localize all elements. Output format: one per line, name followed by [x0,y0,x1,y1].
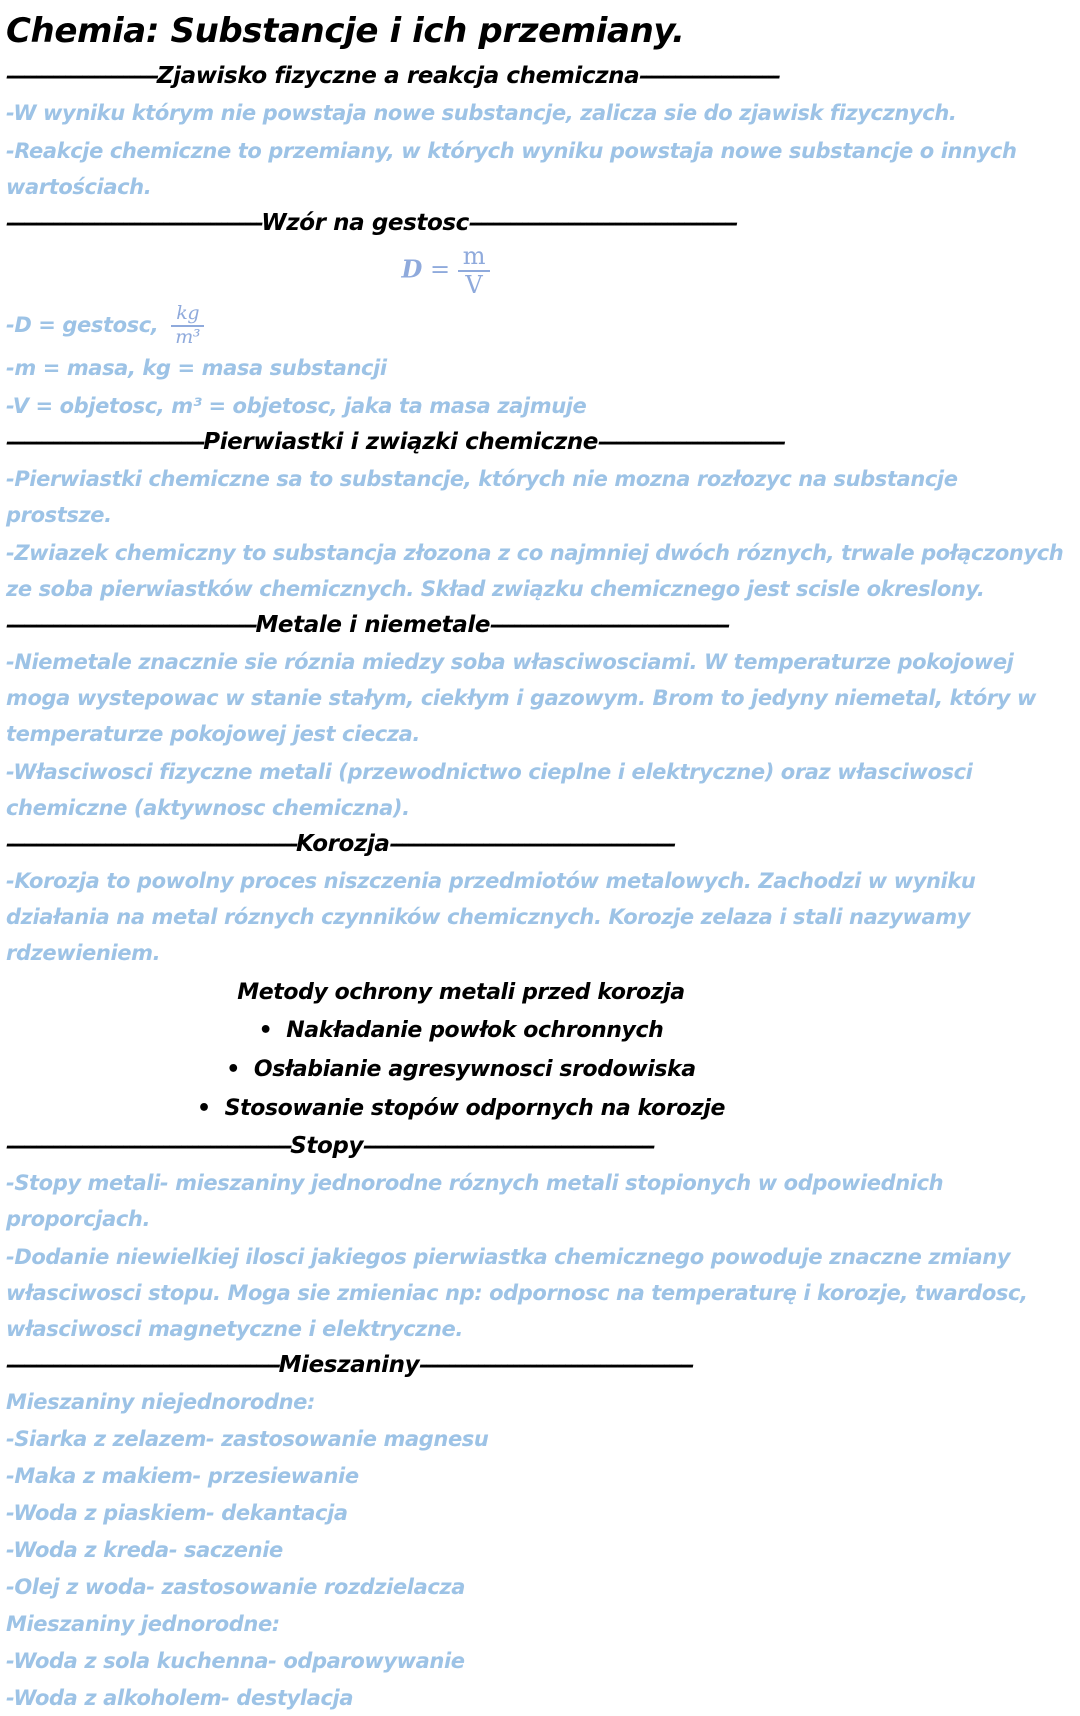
mixture-line: Mieszaniny niejednorodne: [6,1390,315,1415]
mixture-line: -Siarka z zelazem- zastosowanie magnesu [6,1427,489,1452]
heading-dashes-right: -------------------------------- [598,430,784,455]
section-heading-pierwiastki [6,426,1066,459]
document-title: Chemia: Substancje i ich przemiany. [6,11,685,51]
bullet-icon: • [258,1018,273,1044]
heading-label: Stopy [290,1133,364,1160]
list-item [6,1089,916,1128]
paragraph: -Dodanie niewielkiej ilosci jakiegos pierwiastka chemicznego powoduje znaczne zmiany własciwosci stopu. Moga sie zmieniac np: odpornosc na temperaturę i korozje, twardosc, własciwosci magnetyczne i elektryczne. [6,1245,1028,1342]
heading-dashes-left: ----------------------------------------------- [6,1353,279,1378]
paragraph: -V = objetosc, m³ = objetosc, jaka ta masa zajmuje [6,394,587,419]
heading-dashes-right: ----------------------------------------------- [419,1353,692,1378]
section-heading-mieszaniny [6,1349,1066,1382]
unit-fraction [171,304,204,348]
heading-dashes-left: ---------------------------------- [6,430,204,455]
density-formula [6,244,886,298]
mixture-line: -Woda z sola kuchenna- odparowywanie [6,1649,465,1674]
paragraph: -W wyniku którym nie powstaja nowe substancje, zalicza sie do zjawisk fizycznych. [6,101,957,125]
heading-label: Mieszaniny [278,1352,420,1379]
mixture-line: -Olej z woda- zastosowanie rozdzielacza [6,1575,465,1600]
fraction-denominator: V [465,271,483,300]
list-item [6,1011,916,1050]
mixture-line: -Woda z alkoholem- destylacja [6,1686,354,1711]
formula-fraction [458,244,491,298]
formula-equals: = [429,255,451,284]
density-definition [6,304,1066,348]
list-item-label: Stosowanie stopów odpornych na korozje [224,1096,725,1122]
paragraph: -Reakcje chemiczne to przemiany, w których wyniku powstaja nowe substancje o innych wartościach. [6,139,1017,199]
korozja-subheading: Metody ochrony metali przed korozja [237,980,685,1006]
mixture-line: Mieszaniny jednorodne: [6,1612,280,1637]
heading-dashes-left: ------------------------------------------------- [6,1134,291,1159]
heading-label: Zjawisko fizyczne a reakcja chemiczna [156,63,640,89]
paragraph: -Pierwiastki chemiczne sa to substancje, których nie mozna rozłozyc na substancje prostsze. [6,467,958,528]
heading-dashes-left: -------------------------------------------- [6,211,262,235]
mixture-line: -Woda z kreda- saczenie [6,1538,283,1563]
section-heading-stopy [6,1130,1066,1163]
heading-dashes-right: ----------------------------------------- [490,613,728,638]
section-heading-gestosc [6,207,1066,240]
mixture-line: -Woda z piaskiem- dekantacja [6,1501,348,1526]
fraction-numerator: m [458,244,491,272]
list-item [6,1050,916,1089]
heading-dashes-right: ------------------------ [639,64,779,88]
density-prefix: -D = gestosc, [6,313,159,338]
heading-label: Wzór na gestosc [261,210,469,236]
paragraph: -Korozja to powolny proces niszczenia przedmiotów metalowych. Zachodzi w wyniku działania na metal róznych czynników chemicznych. Korozje zelaza i stali nazywamy rdzewieniem. [6,869,976,966]
paragraph: -Własciwosci fizyczne metali (przewodnictwo cieplne i elektryczne) oraz własciwosci chemiczne (aktywnosc chemiczna). [6,760,973,821]
heading-dashes-left: -------------------------- [6,64,157,88]
korozja-bullet-list [6,1011,916,1128]
paragraph: -Niemetale znacznie sie róznia miedzy soba własciwosciami. W temperaturze pokojowej moga wystepowac w stanie stałym, ciekłym i gazowym. Brom to jedyny niemetal, który w temperaturze pokojowej jest ciecza. [6,650,1036,747]
heading-dashes-right: ------------------------------------------------- [389,832,674,857]
section-heading-korozja [6,828,1066,861]
bullet-icon: • [197,1096,211,1122]
list-item-label: Osłabianie agresywnosci srodowiska [253,1057,696,1083]
paragraph: -Stopy metali- mieszaniny jednorodne róznych metali stopionych w odpowiednich proporcjach. [6,1171,944,1232]
bullet-icon: • [226,1057,240,1083]
heading-label: Korozja [296,831,390,858]
section-heading-zjawisko [6,60,1066,93]
list-item-label: Nakładanie powłok ochronnych [286,1018,664,1044]
paragraph: -Zwiazek chemiczny to substancja złozona z co najmniej dwóch róznych, trwale połączonych ze soba pierwiastków chemicznych. Skład związku chemicznego jest scisle okreslony. [6,541,1064,602]
heading-dashes-left: -------------------------------------------------- [6,832,297,857]
heading-label: Pierwiastki i związki chemiczne [203,429,598,456]
heading-dashes-right: ---------------------------------------------- [468,211,736,235]
unit-numerator: kg [171,304,204,327]
formula-lhs: D [401,254,423,284]
heading-label: Metale i niemetale [255,612,491,639]
heading-dashes-right: -------------------------------------------------- [363,1134,654,1159]
heading-dashes-left: ------------------------------------------- [6,613,256,638]
section-heading-metale [6,609,1066,642]
mixture-line: -Maka z makiem- przesiewanie [6,1464,359,1489]
paragraph: -m = masa, kg = masa substancji [6,356,387,381]
unit-denominator: m³ [175,326,201,349]
